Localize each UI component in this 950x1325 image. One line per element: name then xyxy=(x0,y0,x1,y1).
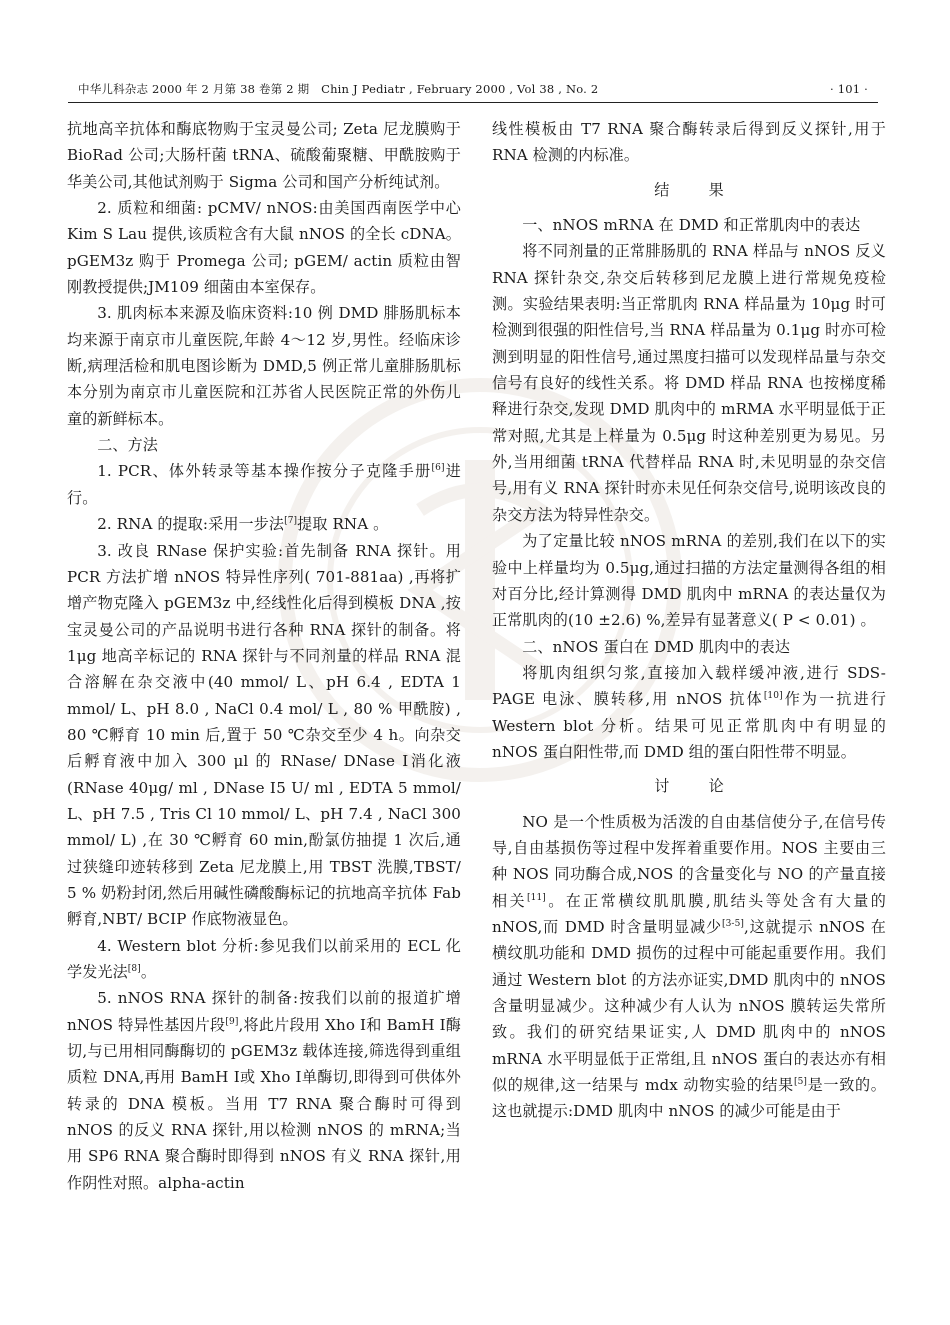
paragraph-text: 。 xyxy=(140,963,157,981)
paragraph xyxy=(67,933,461,986)
paragraph-text: ,将此片段用 Xho Ⅰ和 BamH Ⅰ酶切,与已用相同酶酶切的 pGEM3z 载体连接,筛选得到重组质粒 DNA,再用 BamH Ⅰ或 Xho Ⅰ单酶切,即得到可供体外转录的 DNA 模板。当用 T7 RNA 聚合酶时可得到 nNOS 的反义 RNA 探针,用以检测 nNOS 的 mRNA;当用 SP6 RNA 聚合酶时即得到 nNOS 有义 RNA 探针,用作阴性对照。alpha-actin xyxy=(67,1015,462,1192)
paragraph-text: 3. 改良 RNase 保护实验:首先制备 RNA 探针。用 PCR 方法扩增 nNOS 特异性序列( 701-881aa) ,再将扩增产物克隆入 pGEM3z 中,经线性化后得到模板 DNA ,按宝灵曼公司的产品说明书进行各种 RNA 探针的制备。将 1μg 地高辛标记的 RNA 探针与不同剂量的样品 RNA 混合溶解在杂交液中(40 mmol/ L、pH 6.4 , EDTA 1 mmol/ L、pH 8.0 , NaCl 0.4 mol/ L , 80 % 甲酰胺) , 80 ℃孵育 10 min 后,置于 50 ℃杂交至少 4 h。向杂交后孵育液中加入 300 μl 的 RNase/ DNase Ⅰ消化液(RNase 40μg/ ml , DNase Ⅰ5 U/ ml , EDTA 5 mmol/ L、pH 7.5 , Tris Cl 10 mmol/ L、pH 7.4 , NaCl 300 mmol/ L) ,在 30 ℃孵育 60 min,酚氯仿抽提 1 次后,通过狭缝印迹转移到 Zeta 尼龙膜上,用 TBST 洗膜,TBST/ 5 % 奶粉封闭,然后用碱性磷酸酶标记的抗地高辛抗体 Fab 孵育,NBT/ BCIP 作底物液显色。 xyxy=(67,541,461,929)
paragraph xyxy=(67,538,461,933)
paragraph-text: 抗地高辛抗体和酶底物购于宝灵曼公司; Zeta 尼龙膜购于 BioRad 公司;大肠杆菌 tRNA、硫酸葡聚糖、甲酰胺购于华美公司,其他试剂购于 Sigma 公司和国产分析纯试剂。 xyxy=(67,120,461,191)
citation-ref: [8] xyxy=(127,963,141,974)
paragraph-text: ,这就提示 nNOS 在横纹肌功能和 DMD 损伤的过程中可能起重要作用。我们通过 Western blot 的方法亦证实,DMD 肌肉中的 nNOS 含量明显减少。这种减少有人认为 nNOS 膜转运失常所致。我们的研究结果证实,人 DMD 肌肉中的 nNOS mRNA 水平明显低于正常组,且 nNOS 蛋白的表达亦有相似的规律,这一结果与 mdx 动物实验的结果 xyxy=(492,917,886,1095)
paragraph xyxy=(67,458,461,511)
paragraph xyxy=(492,238,886,528)
citation-ref: [10] xyxy=(763,691,783,702)
citation-ref: [9] xyxy=(225,1016,239,1027)
paragraph xyxy=(67,195,461,300)
citation-ref: [3-5] xyxy=(722,918,745,929)
paragraph-text: 1. PCR、体外转录等基本操作按分子克隆手册 xyxy=(97,462,432,481)
paragraph-text: 二、nNOS 蛋白在 DMD 肌肉中的表达 xyxy=(522,637,791,656)
citation-ref: [5] xyxy=(793,1077,808,1087)
journal-citation: 中华儿科杂志 2000 年 2 月第 38 卷第 2 期 Chin J Pediatr , February 2000 , Vol 38 , No. 2 xyxy=(78,82,599,96)
citation-ref: [6] xyxy=(431,463,445,474)
paragraph xyxy=(67,432,461,458)
left-column xyxy=(67,116,461,1196)
paragraph-text: 讨论 xyxy=(654,777,763,796)
paragraph xyxy=(67,985,461,1196)
paragraph-text: 二、方法 xyxy=(97,436,158,455)
paragraph xyxy=(492,116,886,169)
paragraph-text: NO 是一个性质极为活泼的自由基信使分子,在信号传导,自由基损伤等过程中发挥着重要作用。NOS 主要由三种 NOS 同功酶合成,NOS 的含量变化与 NO 的产量直接相关 xyxy=(492,812,886,910)
paragraph-text: 线性模板由 T7 RNA 聚合酶转录后得到反义探针,用于 RNA 检测的内标准。 xyxy=(492,120,886,165)
paragraph-text: 。在正常横纹肌肌膜,肌结头等处含有大量的 nNOS,而 DMD 时含量明显减少 xyxy=(492,891,886,936)
paragraph-text: 作为一抗进行 Western blot 分析。结果可见正常肌肉中有明显的 nNOS 蛋白阳性带,而 DMD 组的蛋白阳性带不明显。 xyxy=(492,690,886,761)
section-heading xyxy=(492,177,886,203)
paragraph-text: 5. nNOS RNA 探针的制备:按我们以前的报道扩增 nNOS 特异性基因片段 xyxy=(67,989,461,1034)
paragraph-text: 2. RNA 的提取:采用一步法 xyxy=(97,515,285,534)
citation-ref: [11] xyxy=(527,892,546,903)
paragraph-text: 将不同剂量的正常腓肠肌的 RNA 样品与 nNOS 反义 RNA 探针杂交,杂交后转移到尼龙膜上进行常规免疫检测。实验结果表明:当正常肌肉 RNA 样品量为 10μg 时可检测到很强的阳性信号,当 RNA 样品量为 0.1μg 时亦可检测到明显的阳性信号,通过黑度扫描可以发现样品量与杂交信号有良好的线性关系。将 DMD 样品 RNA 也按梯度稀释进行杂交,发现 DMD 肌肉中的 mRMA 水平明显低于正常对照,尤其是上样量为 0.5μg 时这种差别更为易见。另外,当用细菌 tRNA 代替样品 RNA 时,未见明显的杂交信号,用有义 RNA 探针时亦未见任何杂交信号,说明该改良的杂交方法为特异性杂交。 xyxy=(492,242,886,524)
paragraph-text: 进行。 xyxy=(67,462,461,507)
paragraph-text: 结果 xyxy=(654,180,763,199)
paragraph-text: 将肌肉组织匀浆,直接加入载样缓冲液,进行 SDS-PAGE 电泳、膜转移,用 nNOS 抗体 xyxy=(492,663,886,709)
section-heading xyxy=(492,773,886,799)
paragraph-text: 2. 质粒和细菌: pCMV/ nNOS:由美国西南医学中心 Kim S Lau 提供,该质粒含有大鼠 nNOS 的全长 cDNA。pGEM3z 购于 Promega 公司; pGEM/ actin 质粒由智刚教授提供;JM109 细菌由本室保存。 xyxy=(67,199,461,297)
paragraph xyxy=(67,300,461,432)
paragraph xyxy=(492,212,886,238)
running-header xyxy=(68,80,878,103)
paragraph xyxy=(492,809,886,1125)
paragraph-text: 为了定量比较 nNOS mRNA 的差别,我们在以下的实验中上样量均为 0.5μg,通过扫描的方法定量测得各组的相对百分比,经计算测得 DMD 肌肉中 mRNA 的表达量仅为正常肌肉的(10 ±2.6) %,差异有显著意义( P < 0.01) 。 xyxy=(492,532,886,630)
paragraph xyxy=(67,116,461,195)
paragraph-text: 提取 RNA 。 xyxy=(297,515,389,534)
paragraph xyxy=(492,660,886,765)
right-column xyxy=(492,116,886,1125)
paragraph xyxy=(67,511,461,537)
paragraph-text: 3. 肌肉标本来源及临床资料:10 例 DMD 腓肠肌标本均来源于南京市儿童医院,年龄 4～12 岁,男性。经临床诊断,病理活检和肌电图诊断为 DMD,5 例正常儿童腓肠肌标本分别为南京市儿童医院和江苏省人民医院正常的外伤儿童的新鲜标本。 xyxy=(67,304,461,428)
paragraph xyxy=(492,528,886,633)
paragraph-text: 是一致的。这也就提示:DMD 肌肉中 nNOS 的减少可能是由于 xyxy=(492,1076,886,1121)
paragraph xyxy=(492,634,886,660)
page-number: · 101 · xyxy=(830,82,868,96)
paragraph-text: 4. Western blot 分析:参见我们以前采用的 ECL 化学发光法 xyxy=(67,936,461,981)
paragraph-text: 一、nNOS mRNA 在 DMD 和正常肌肉中的表达 xyxy=(522,216,861,235)
citation-ref: [7] xyxy=(284,516,298,527)
